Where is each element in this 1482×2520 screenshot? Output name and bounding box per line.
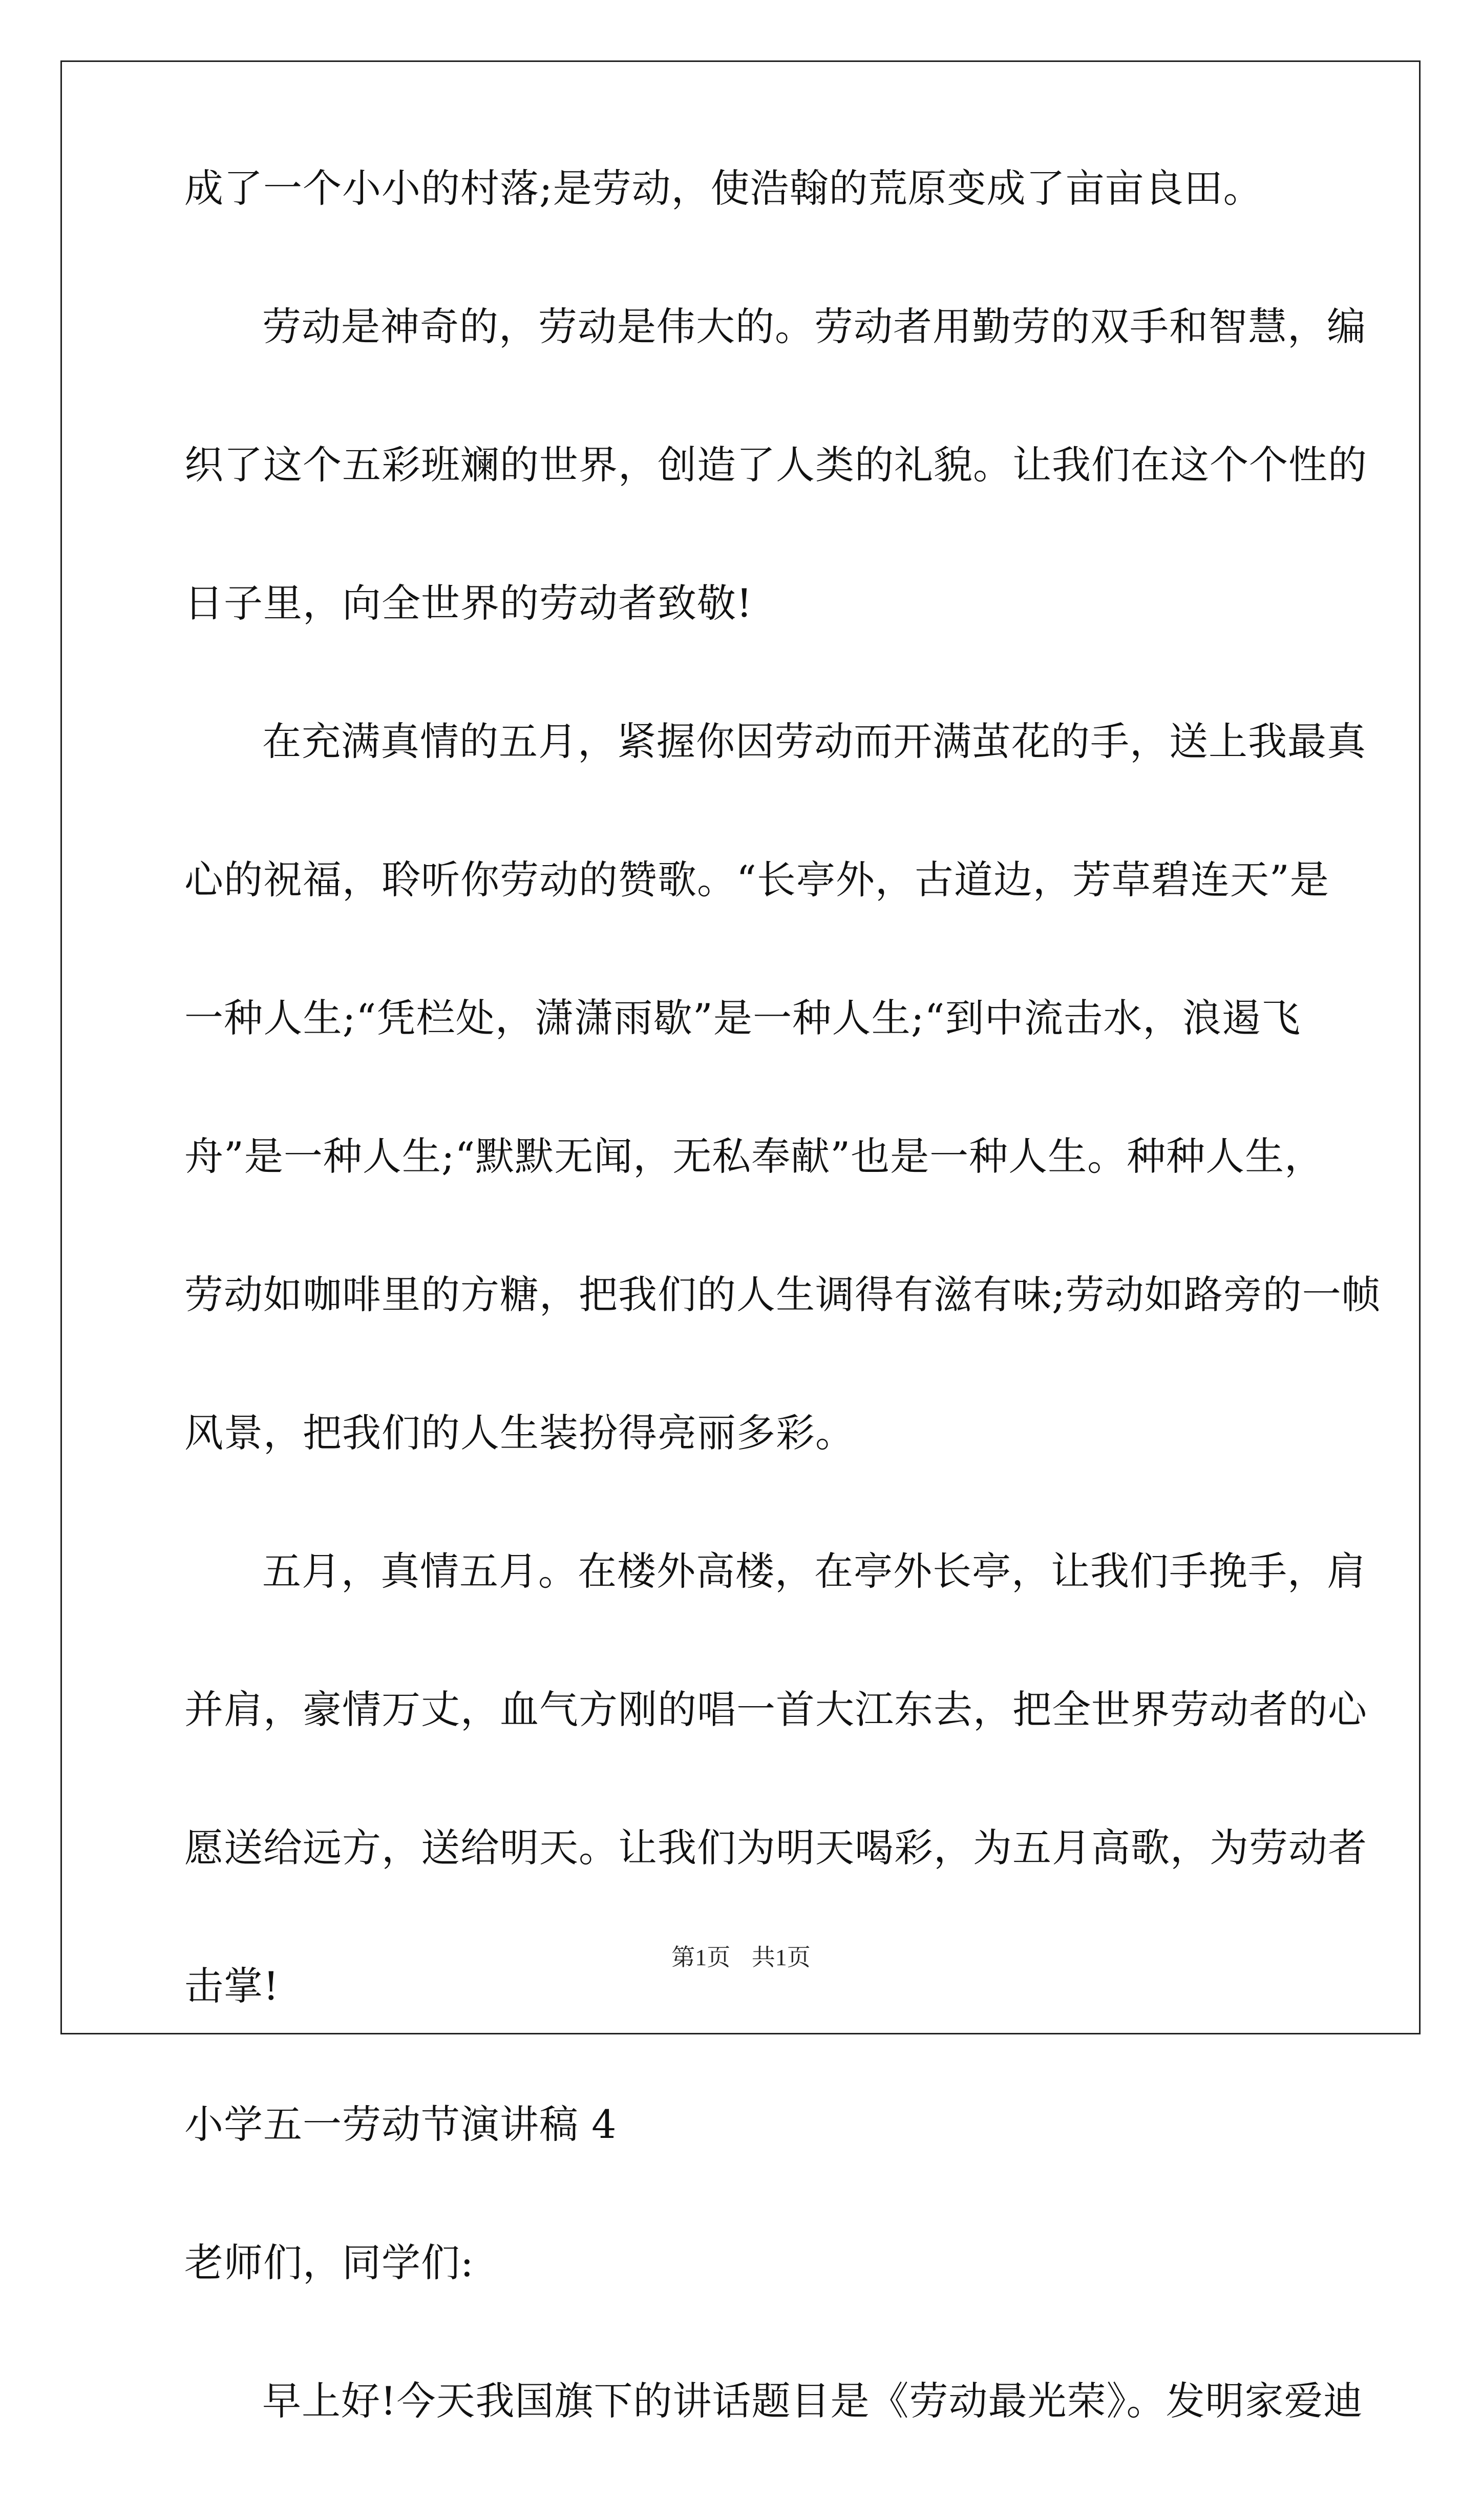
section-heading: 小学五一劳动节演讲稿 4 <box>184 2102 617 2147</box>
page-footer: 第1页 共1页 <box>671 1944 811 1970</box>
document-body <box>184 165 1381 2520</box>
text-line: 日子里，向全世界的劳动者致敬! <box>184 580 753 626</box>
text-line: 劳动如咖啡里的方糖，把我们的人生调得有滋有味;劳动如路旁的一帧 <box>184 1272 1381 1317</box>
text-line: 并肩，豪情万丈，血气方刚的唱一首大江东去，把全世界劳动者的心 <box>184 1687 1367 1732</box>
text-line: 劳动是神奇的，劳动是伟大的。劳动者用勤劳的双手和智慧，编 <box>262 304 1366 349</box>
text-line: 五月，真情五月。在楼外高楼，在亭外长亭，让我们手挽手，肩 <box>262 1548 1366 1594</box>
salutation: 老师们，同学们: <box>184 2240 474 2285</box>
text-line: 早上好!今天我国旗下的讲话题目是《劳动最光荣》。发明家爱迪 <box>262 2378 1363 2424</box>
text-line: 风景，把我们的人生装扮得亮丽多彩。 <box>184 1410 855 1456</box>
text-line: 在充满真情的五月，紧握你因劳动而开满茧花的手，送上我最真 <box>262 719 1366 764</box>
text-line: 成了一个小小的村落;是劳动，使浩翰的荒原变成了亩亩良田。 <box>184 165 1263 211</box>
text-line: 愿送给远方，送给明天。让我们为明天喝彩，为五月高歌，为劳动者 <box>184 1825 1367 1871</box>
text-line: 心的祝福，聆听你劳动的赞歌。“长亭外，古道边，芳草碧连天”是 <box>184 857 1329 902</box>
text-line: 击掌! <box>184 1963 280 2009</box>
text-line: 舟”是一种人生;“默默无闻，无私奉献”也是一种人生。种种人生， <box>184 1133 1324 1179</box>
text-line: 一种人生;“凭栏处，潇潇雨歇”是一种人生;“到中流击水，浪遏飞 <box>184 995 1301 1041</box>
text-line: 织了这个五彩班斓的世界，创造了人类的礼貌。让我们在这个个性的 <box>184 442 1367 488</box>
